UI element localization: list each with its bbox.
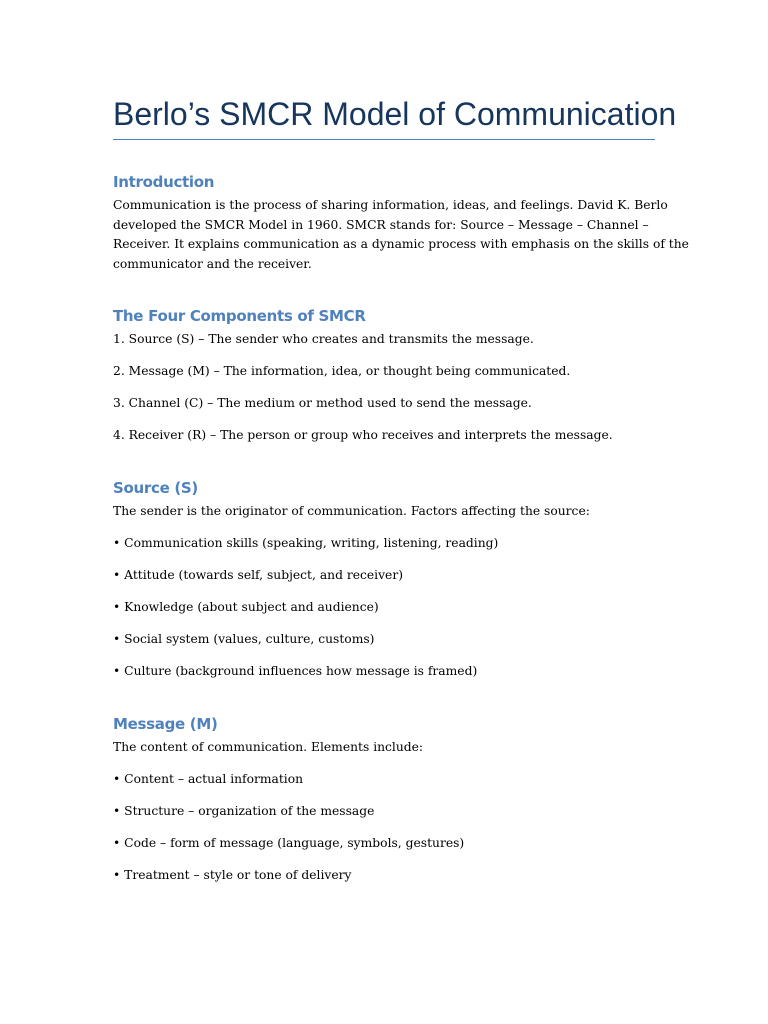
document-title: Berlo’s SMCR Model of Communication xyxy=(113,96,677,132)
source-bullet: • Communication skills (speaking, writing, listening, reading) xyxy=(113,536,499,550)
source-bullet: • Culture (background influences how message is framed) xyxy=(113,664,478,678)
heading-source: Source (S) xyxy=(113,479,198,497)
message-bullet: • Content – actual information xyxy=(113,772,304,786)
introduction-line: developed the SMCR Model in 1960. SMCR stands for: Source – Message – Channel – xyxy=(113,217,649,232)
introduction-line: Communication is the process of sharing information, ideas, and feelings. David K. Berlo xyxy=(113,198,668,212)
source-intro: The sender is the originator of communication. Factors affecting the source: xyxy=(113,504,590,518)
heading-message: Message (M) xyxy=(113,715,218,733)
message-bullet: • Treatment – style or tone of delivery xyxy=(113,868,352,882)
heading-introduction: Introduction xyxy=(113,173,215,191)
component-item-message: 2. Message (M) – The information, idea, or thought being communicated. xyxy=(113,364,571,378)
source-bullet: • Knowledge (about subject and audience) xyxy=(113,600,379,614)
title-underline xyxy=(113,139,655,140)
source-bullet: • Social system (values, culture, customs) xyxy=(113,632,375,646)
component-item-channel: 3. Channel (C) – The medium or method used to send the message. xyxy=(113,396,532,410)
source-bullet: • Attitude (towards self, subject, and receiver) xyxy=(113,568,404,582)
message-bullet: • Code – form of message (language, symbols, gestures) xyxy=(113,836,465,850)
introduction-line: Receiver. It explains communication as a dynamic process with emphasis on the skills of the xyxy=(113,237,689,251)
message-bullet: • Structure – organization of the message xyxy=(113,804,375,818)
component-item-source: 1. Source (S) – The sender who creates and transmits the message. xyxy=(113,332,534,346)
heading-four-components: The Four Components of SMCR xyxy=(113,307,366,325)
introduction-line: communicator and the receiver. xyxy=(113,256,312,271)
message-intro: The content of communication. Elements include: xyxy=(113,740,424,754)
component-item-receiver: 4. Receiver (R) – The person or group who receives and interprets the message. xyxy=(113,428,613,442)
